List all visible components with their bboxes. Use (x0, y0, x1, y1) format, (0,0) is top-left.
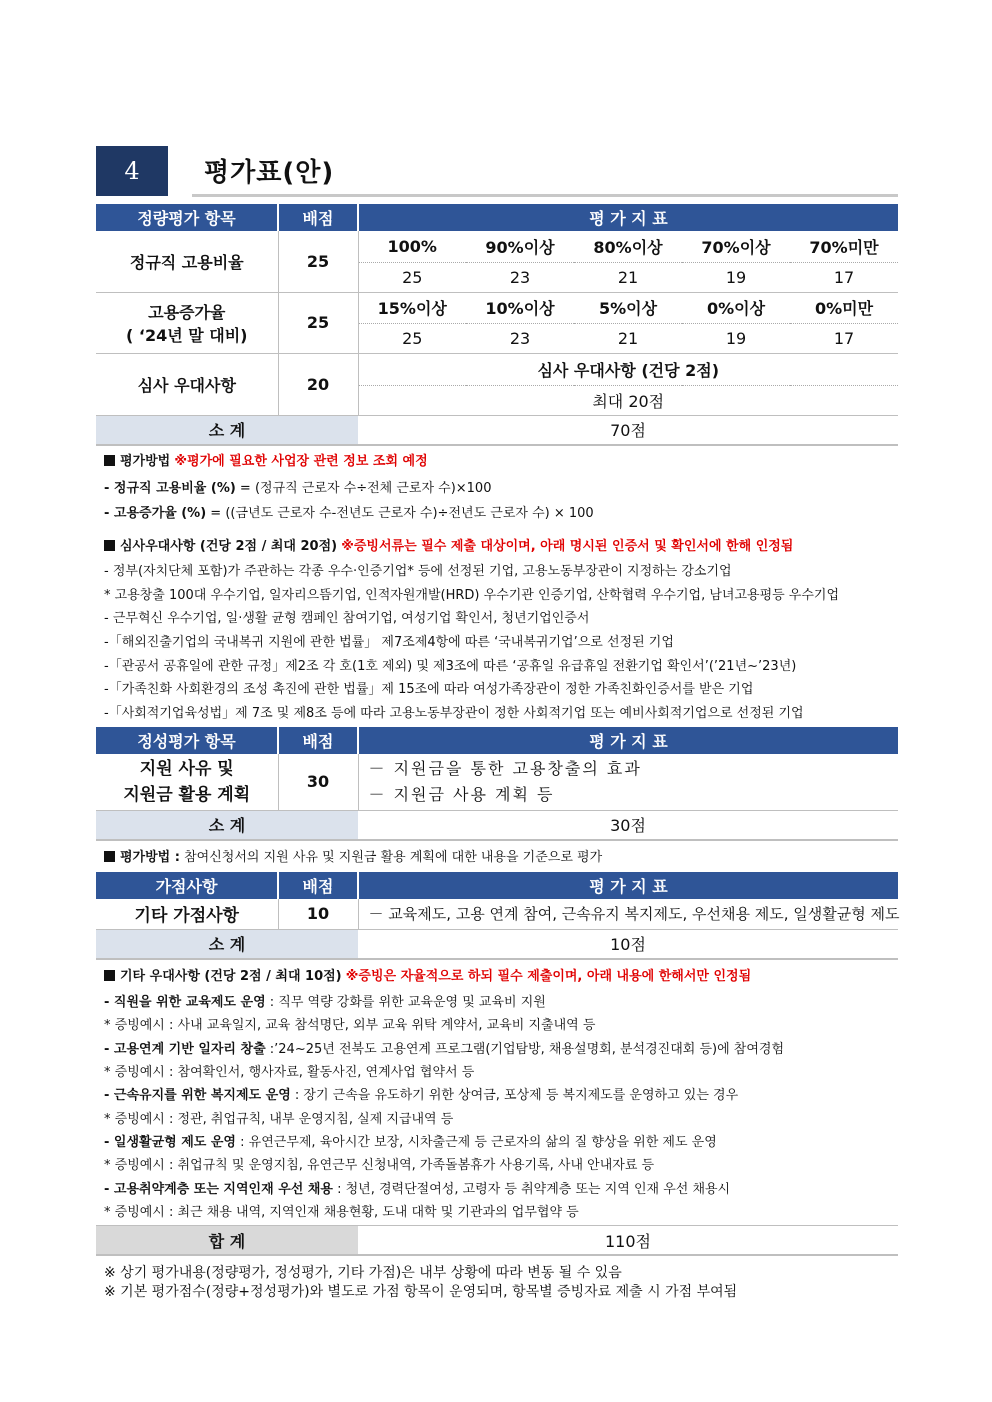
quant-header-row (96, 204, 898, 231)
bonus-item-label: - 일생활균형 제도 운영 (104, 1135, 236, 1150)
bonus-item-text: : 청년, 경력단절여성, 고령자 등 취약계층 또는 지역 인재 우선 채용시 (332, 1182, 731, 1197)
qual-score: 30 (278, 754, 358, 810)
qual-desc (358, 754, 898, 810)
bonus-item: 기타 가점사항 (96, 899, 278, 929)
bonus-item-line (104, 1041, 784, 1059)
subtotal-label: 소 계 (96, 810, 358, 840)
subtotal-value: 10점 (358, 929, 898, 959)
bonus-item-text: * 증빙예시 : 취업규칙 및 운영지침, 유연근무 신청내역, 가족돌봄휴가 사용기록, 사내 안내자료 등 (104, 1158, 655, 1173)
points-cell: 21 (574, 323, 682, 353)
bonus-item-label: - 고용연계 기반 일자리 창출 (104, 1042, 266, 1057)
quant-header-criteria: 평 가 지 표 (358, 204, 898, 231)
formula-label: - 고용증가율 (%) (104, 506, 207, 521)
qual-header-score: 배점 (278, 727, 358, 754)
score-preference: 20 (278, 353, 358, 415)
level-cell: 70%이상 (682, 231, 790, 262)
bonus-item-line (104, 1134, 717, 1152)
square-bullet-icon (104, 455, 115, 466)
bonus-item-text: : 직무 역량 강화를 위한 교육운영 및 교육비 지원 (265, 995, 546, 1010)
points-cell: 21 (574, 262, 682, 292)
score-regular-ratio: 25 (278, 231, 358, 292)
bonus-header-criteria: 평 가 지 표 (358, 872, 898, 899)
bonus-score: 10 (278, 899, 358, 929)
bonus-item-line (104, 1111, 453, 1129)
table-row (96, 754, 898, 810)
table-row (96, 292, 898, 323)
bonus-item-label: - 근속유지를 위한 복지제도 운영 (104, 1088, 291, 1103)
item-regular-ratio: 정규직 고용비율 (96, 231, 278, 292)
desc-line: － 지원금 사용 계획 등 (368, 784, 555, 804)
total-table (96, 1225, 898, 1256)
bonus-item-text: :’24~25년 전북도 고용연계 프로그램(기업탐방, 채용설명회, 분석경진대회 등)에 참여경험 (265, 1042, 785, 1057)
formula-text: = (정규직 근로자 수÷전체 근로자 수)×100 (235, 481, 492, 496)
method-text: 참여신청서의 지원 사유 및 지원금 활용 계획에 대한 내용을 기준으로 평가 (179, 850, 603, 865)
bonus-item-line (104, 1181, 730, 1199)
level-cell: 0%이상 (682, 292, 790, 323)
qual-subtotal-row (96, 810, 898, 840)
level-cell: 10%이상 (466, 292, 574, 323)
pref-item: -「해외진출기업의 국내복귀 지원에 관한 법률」 제7조제4항에 따른 ‘국내복귀기업’으로 선정된 기업 (104, 635, 674, 650)
bonus-pref-heading (104, 968, 751, 986)
total-value: 110점 (358, 1226, 898, 1256)
points-cell: 25 (358, 323, 466, 353)
bonus-header-item: 가점사항 (96, 872, 278, 899)
formula-text: = ((금년도 근로자 수-전년도 근로자 수)÷전년도 근로자 수) × 100 (206, 506, 594, 521)
item-line: ( ‘24년 말 대비) (125, 325, 248, 345)
pref-note: ※증빙서류는 필수 제출 대상이며, 아래 명시된 인증서 및 확인서에 한해 인정됨 (341, 539, 794, 554)
bonus-item-line (104, 1087, 738, 1105)
subtotal-value: 30점 (358, 810, 898, 840)
bonus-item-line (104, 1204, 579, 1222)
preference-desc: 심사 우대사항 (건당 2점) (358, 353, 898, 385)
total-label: 합 계 (96, 1226, 358, 1256)
qual-table (96, 727, 898, 841)
level-cell: 5%이상 (574, 292, 682, 323)
quant-header-item: 정량평가 항목 (96, 204, 278, 231)
points-cell: 17 (790, 262, 898, 292)
bonus-item-text: * 증빙예시 : 사내 교육일지, 교육 참석명단, 외부 교육 위탁 계약서, 교육비 지출내역 등 (104, 1018, 596, 1033)
points-cell: 19 (682, 262, 790, 292)
table-row (96, 231, 898, 262)
pref-item: * 고용창출 100대 우수기업, 일자리으뜸기업, 인적자원개발(HRD) 우수기관 인증기업, 산학협력 우수기업, 남녀고용평등 우수기업 (104, 588, 840, 603)
method-note: ※평가에 필요한 사업장 관련 정보 조회 예정 (174, 454, 428, 469)
level-cell: 15%이상 (358, 292, 466, 323)
qual-header-row (96, 727, 898, 754)
bonus-desc: － 교육제도, 고용 연계 참여, 근속유지 복지제도, 우선채용 제도, 일생활균형 제도 (368, 905, 900, 924)
qual-method-line (104, 849, 602, 867)
bonus-item-line (104, 1064, 474, 1082)
bonus-item-text: : 유연근무제, 육아시간 보장, 시차출근제 등 근로자의 삶의 질 향상을 위한 제도 운영 (236, 1135, 717, 1150)
bonus-item-text: * 증빙예시 : 참여확인서, 행사자료, 활동사진, 연계사업 협약서 등 (104, 1065, 475, 1080)
subtotal-label: 소 계 (96, 415, 358, 445)
section-heading (96, 146, 898, 198)
points-cell: 25 (358, 262, 466, 292)
item-line: 지원 사유 및 (139, 758, 234, 779)
qual-header-item: 정성평가 항목 (96, 727, 278, 754)
pref-item: -「사회적기업육성법」제 7조 및 제8조 등에 따라 고용노동부장관이 정한 사회적기업 또는 예비사회적기업으로 선정된 기업 (104, 706, 804, 721)
bonus-item-label: - 직원을 위한 교육제도 운영 (104, 995, 266, 1010)
square-bullet-icon (104, 851, 115, 862)
score-employment-growth: 25 (278, 292, 358, 353)
section-underline (192, 194, 898, 197)
level-cell: 80%이상 (574, 231, 682, 262)
pref-note: ※증빙은 자율적으로 하되 필수 제출이며, 아래 내용에 한해서만 인정됨 (345, 969, 752, 984)
item-preference: 심사 우대사항 (96, 353, 278, 415)
table-row (96, 353, 898, 385)
bonus-item-line (104, 1157, 654, 1175)
bonus-table (96, 872, 898, 960)
pref-item: - 정부(자치단체 포함)가 주관하는 각종 우수‧인증기업* 등에 선정된 기업, 고용노동부장관이 지정하는 강소기업 (104, 564, 732, 579)
level-cell: 70%미만 (790, 231, 898, 262)
pref-item: -「가족친화 사회환경의 조성 촉진에 관한 법률」제 15조에 따라 여성가족장관이 정한 가족친화인증서를 받은 기업 (104, 682, 754, 697)
qual-item (96, 754, 278, 810)
section-number: 4 (96, 146, 168, 196)
pref-item: -「관공서 공휴일에 관한 규정」제2조 각 호(1호 제외) 및 제3조에 따른 ‘공휴일 유급휴일 전환기업 확인서’(’21년~’23년) (104, 659, 797, 674)
square-bullet-icon (104, 540, 115, 551)
bonus-item-label: - 고용취약계층 또는 지역인재 우선 채용 (104, 1182, 333, 1197)
quant-table (96, 204, 898, 446)
qual-header-criteria: 평 가 지 표 (358, 727, 898, 754)
section-title: 평가표(안) (204, 158, 335, 188)
footnote: ※ 기본 평가점수(정량+정성평가)와 별도로 가점 항목이 운영되며, 항목별 증빙자료 제출 시 가점 부여됨 (104, 1284, 738, 1300)
bonus-item-text: * 증빙예시 : 최근 채용 내역, 지역인재 채용현황, 도내 대학 및 기관과의 업무협약 등 (104, 1205, 579, 1220)
quant-subtotal-row (96, 415, 898, 445)
pref-heading-line (104, 538, 793, 556)
item-line: 지원금 활용 계획 (123, 784, 251, 805)
points-cell: 17 (790, 323, 898, 353)
square-bullet-icon (104, 970, 115, 981)
item-line: 고용증가율 (148, 302, 226, 322)
quant-method-line (104, 453, 428, 471)
bonus-header-score: 배점 (278, 872, 358, 899)
desc-line: － 지원금을 통한 고용창출의 효과 (368, 758, 642, 778)
footnote: ※ 상기 평가내용(정량평가, 정성평가, 기타 가점)은 내부 상황에 따라 변동 될 수 있음 (104, 1265, 622, 1281)
subtotal-label: 소 계 (96, 929, 358, 959)
formula-line (104, 480, 491, 498)
subtotal-value: 70점 (358, 415, 898, 445)
bonus-item-line (104, 1017, 595, 1035)
quant-header-score: 배점 (278, 204, 358, 231)
preference-max: 최대 20점 (592, 391, 665, 411)
points-cell: 23 (466, 262, 574, 292)
level-cell: 0%미만 (790, 292, 898, 323)
pref-label: 심사우대사항 (건당 2점 / 최대 20점) (120, 539, 338, 554)
bonus-header-row (96, 872, 898, 899)
level-cell: 90%이상 (466, 231, 574, 262)
table-row (96, 899, 898, 929)
points-cell: 23 (466, 323, 574, 353)
bonus-item-line (104, 994, 546, 1012)
pref-label: 기타 우대사항 (건당 2점 / 최대 10점) (120, 969, 342, 984)
points-cell: 19 (682, 323, 790, 353)
bonus-item-text: * 증빙예시 : 정관, 취업규칙, 내부 운영지침, 실제 지급내역 등 (104, 1112, 454, 1127)
level-cell: 100% (358, 231, 466, 262)
total-row (96, 1226, 898, 1256)
pref-item: - 근무혁신 우수기업, 일‧생활 균형 캠페인 참여기업, 여성기업 확인서, 청년기업인증서 (104, 611, 590, 626)
formula-line (104, 505, 594, 523)
bonus-item-text: : 장기 근속을 유도하기 위한 상여금, 포상제 등 복지제도를 운영하고 있는 경우 (290, 1088, 739, 1103)
bonus-subtotal-row (96, 929, 898, 959)
formula-label: - 정규직 고용비율 (%) (104, 481, 236, 496)
method-label: 평가방법 (120, 454, 171, 469)
item-employment-growth (96, 292, 278, 353)
method-label: 평가방법 : (120, 850, 180, 865)
